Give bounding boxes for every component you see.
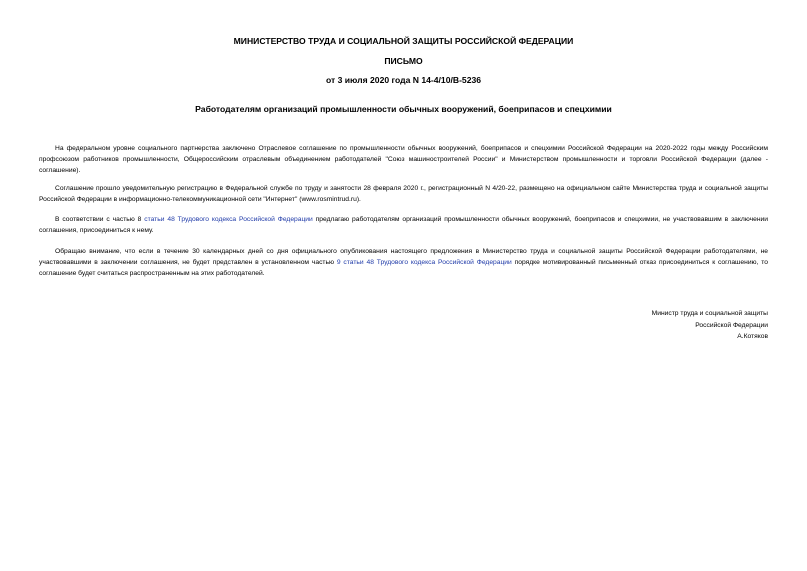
- paragraph-3-text-before: В соответствии с частью 8: [55, 216, 145, 223]
- signature-name: А.Котяков: [737, 333, 768, 340]
- paragraph-4: [39, 246, 768, 279]
- signature-organization: Российской Федерации: [695, 321, 768, 329]
- paragraph-2: Соглашение прошло уведомительную регистрацию в Федеральной службе по труду и занятости 28 февраля 2020 г., регистрационный N 4/20-22, размещено на официальном сайте Министерства труда и социальной защиты Российской Федерации в информационно-телекоммуникационной сети "Интернет" (www.rosmintrud.ru).: [39, 185, 768, 203]
- paragraph-1: На федеральном уровне социального партнерства заключено Отраслевое соглашение по промышленности обычных вооружений, боеприпасов и спецхимии Российской Федерации на 2020-2022 годы между Российским профсоюзом работников промышленности, Общероссийским отраслевым объединением работодателей "Союз машиностроителей России" и Министерством промышленности и торговли Российской Федерации (далее - соглашение).: [39, 145, 768, 174]
- signature-block: [528, 308, 768, 343]
- document-body: [39, 0, 768, 571]
- labor-code-article-48-part-9-link[interactable]: 9 статьи 48 Трудового кодекса Российской Федерации: [336, 259, 512, 266]
- document-type-heading: ПИСЬМО: [384, 56, 423, 66]
- paragraph-4-text-before: Обращаю внимание, что если в течение 30 календарных дней со дня официального опубликования настоящего предложения в Министерство труда и социальной защиты Российской Федерации работодателями, не участвовавшими в заключении соглашения, не будет представлен в установленном частью: [39, 248, 768, 266]
- paragraph-4-text-after: порядке мотивированный письменный отказ присоединиться к соглашению, то соглашение будет считаться распространенным на этих работодателей.: [39, 259, 768, 277]
- signature-position: Министр труда и социальной защиты: [651, 310, 768, 317]
- document-number-heading: от 3 июля 2020 года N 14-4/10/В-5236: [325, 75, 482, 85]
- paragraph-3: [39, 214, 768, 236]
- paragraph-3-text-after: предлагаю работодателям организаций промышленности обычных вооружений, боеприпасов и спецхимии, не участвовавшим в заключении соглашения, присоединиться к нему.: [39, 216, 768, 234]
- ministry-heading: МИНИСТЕРСТВО ТРУДА И СОЦИАЛЬНОЙ ЗАЩИТЫ РОССИЙСКОЙ ФЕДЕРАЦИИ: [233, 36, 574, 46]
- labor-code-article-48-link[interactable]: статьи 48 Трудового кодекса Российской Федерации: [144, 216, 313, 223]
- document-subject-heading: Работодателям организаций промышленности обычных вооружений, боеприпасов и спецхимии: [195, 104, 612, 114]
